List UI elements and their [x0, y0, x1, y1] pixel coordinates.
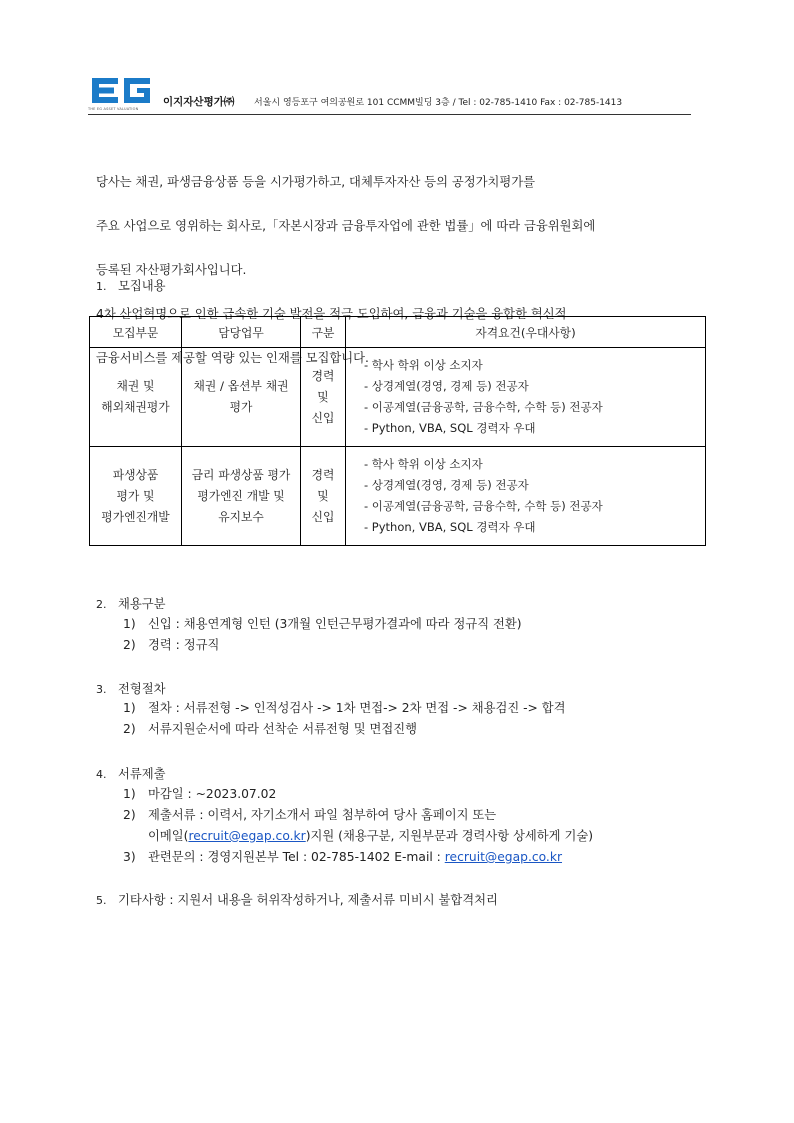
docs-text: )지원 (채용구분, 지원부문과 경력사항 상세하게 기술)	[305, 829, 594, 843]
requirement-item: - 상경계열(경영, 경제 등) 전공자	[364, 379, 529, 393]
requirement-item: - 학사 학위 이상 소지자	[364, 457, 483, 471]
intro-line: 당사는 채권, 파생금융상품 등을 시가평가하고, 대체투자자산 등의 공정가치평가를	[96, 175, 536, 189]
header-duty: 담당업무	[182, 317, 301, 348]
item-number: 3)	[123, 850, 136, 864]
list-item	[123, 826, 593, 847]
requirement-item: - Python, VBA, SQL 경력자 우대	[364, 421, 536, 435]
section-2-title	[96, 594, 166, 612]
dept-cell: 채권 및 해외채권평가	[101, 379, 170, 414]
section-number: 3.	[96, 683, 107, 696]
logo-tagline: THE EG ASSET VALUATION	[88, 107, 139, 111]
section-label: 서류제출	[118, 767, 166, 781]
section-number: 4.	[96, 768, 107, 781]
table-row	[90, 447, 706, 546]
section-number: 2.	[96, 598, 107, 611]
header-dept: 모집부문	[90, 317, 182, 348]
intro-line: 4차 산업혁명으로 인한 급속한 기술 발전을 적극 도입하여, 금융과 기술을 융합한 혁신적	[96, 307, 567, 321]
company-name: 이지자산평가㈜	[163, 96, 235, 108]
item-number: 2)	[123, 722, 136, 736]
section-number: 5.	[96, 894, 107, 907]
section-label: 모집내용	[118, 279, 166, 293]
intro-line: 금융서비스를 제공할 역량 있는 인재를 모집합니다.	[96, 351, 369, 365]
list-item	[123, 698, 566, 719]
item-number: 1)	[123, 617, 136, 631]
requirements-cell	[346, 348, 706, 447]
email-link[interactable]: recruit@egap.co.kr	[444, 850, 563, 864]
requirements-cell	[346, 447, 706, 546]
intro-line: 등록된 자산평가회사입니다.	[96, 263, 247, 277]
table-row	[90, 348, 706, 447]
list-item	[123, 635, 522, 656]
section-5-text: 기타사항 : 지원서 내용을 허위작성하거나, 제출서류 미비시 불합격처리	[118, 893, 498, 907]
list-item	[123, 847, 593, 868]
duty-cell: 금리 파생상품 평가 평가엔진 개발 및 유지보수	[191, 467, 291, 524]
item-number: 2)	[123, 638, 136, 652]
requirement-item: - 이공계열(금융공학, 금융수학, 수학 등) 전공자	[364, 400, 603, 414]
deadline-text: 마감일 : ~2023.07.02	[148, 787, 277, 801]
list-item	[123, 805, 593, 826]
email-link[interactable]: recruit@egap.co.kr	[188, 829, 306, 843]
list-item	[123, 784, 593, 805]
section-4-list	[123, 784, 593, 868]
recruit-table	[89, 316, 706, 546]
section-3-list	[123, 698, 566, 740]
header-type: 구분	[301, 317, 346, 348]
item-number: 2)	[123, 808, 136, 822]
list-item	[123, 614, 522, 635]
intro-line: 주요 사업으로 영위하는 회사로,「자본시장과 금융투자업에 관한 법률」에 따라 금융위원회에	[96, 219, 596, 233]
section-4-title	[96, 764, 166, 782]
table-header-row	[90, 317, 706, 348]
company-address: 서울시 영등포구 여의공원로 101 CCMM빌딩 3층 / Tel : 02-785-1410 Fax : 02-785-1413	[254, 98, 623, 108]
docs-text: 제출서류 : 이력서, 자기소개서 파일 첨부하여 당사 홈페이지 또는	[148, 808, 497, 822]
header-requirements: 자격요건(우대사항)	[346, 317, 706, 348]
section-number: 1.	[96, 280, 107, 293]
item-text: 경력 : 정규직	[148, 638, 220, 652]
section-3-title	[96, 679, 166, 697]
section-label: 채용구분	[118, 597, 166, 611]
docs-text: 이메일(	[148, 829, 189, 843]
duty-cell: 채권 / 옵션부 채권 평가	[193, 379, 289, 414]
item-number: 1)	[123, 701, 136, 715]
contact-text: 관련문의 : 경영지원본부 Tel : 02-785-1402 E-mail :	[148, 850, 445, 864]
section-1-title	[96, 276, 166, 294]
item-text: 서류지원순서에 따라 선착순 서류전형 및 면접진행	[148, 722, 417, 736]
section-label: 전형절차	[118, 682, 166, 696]
requirement-item: - Python, VBA, SQL 경력자 우대	[364, 520, 536, 534]
type-cell: 경력 및 신입	[311, 467, 335, 524]
item-number: 1)	[123, 787, 136, 801]
requirement-item: - 상경계열(경영, 경제 등) 전공자	[364, 478, 529, 492]
list-item	[123, 719, 566, 740]
dept-cell: 파생상품 평가 및 평가엔진개발	[101, 467, 170, 524]
item-text: 신입 : 채용연계형 인턴 (3개월 인턴근무평가결과에 따라 정규직 전환)	[148, 617, 522, 631]
letterhead	[88, 78, 691, 115]
item-text: 절차 : 서류전형 -> 인적성검사 -> 1차 면접-> 2차 면접 -> 채용검진 -> 합격	[148, 701, 566, 715]
section-5	[96, 890, 498, 908]
type-cell: 경력 및 신입	[311, 368, 335, 425]
section-2-list	[123, 614, 522, 656]
requirement-item: - 이공계열(금융공학, 금융수학, 수학 등) 전공자	[364, 499, 603, 513]
requirement-item: - 학사 학위 이상 소지자	[364, 358, 483, 372]
